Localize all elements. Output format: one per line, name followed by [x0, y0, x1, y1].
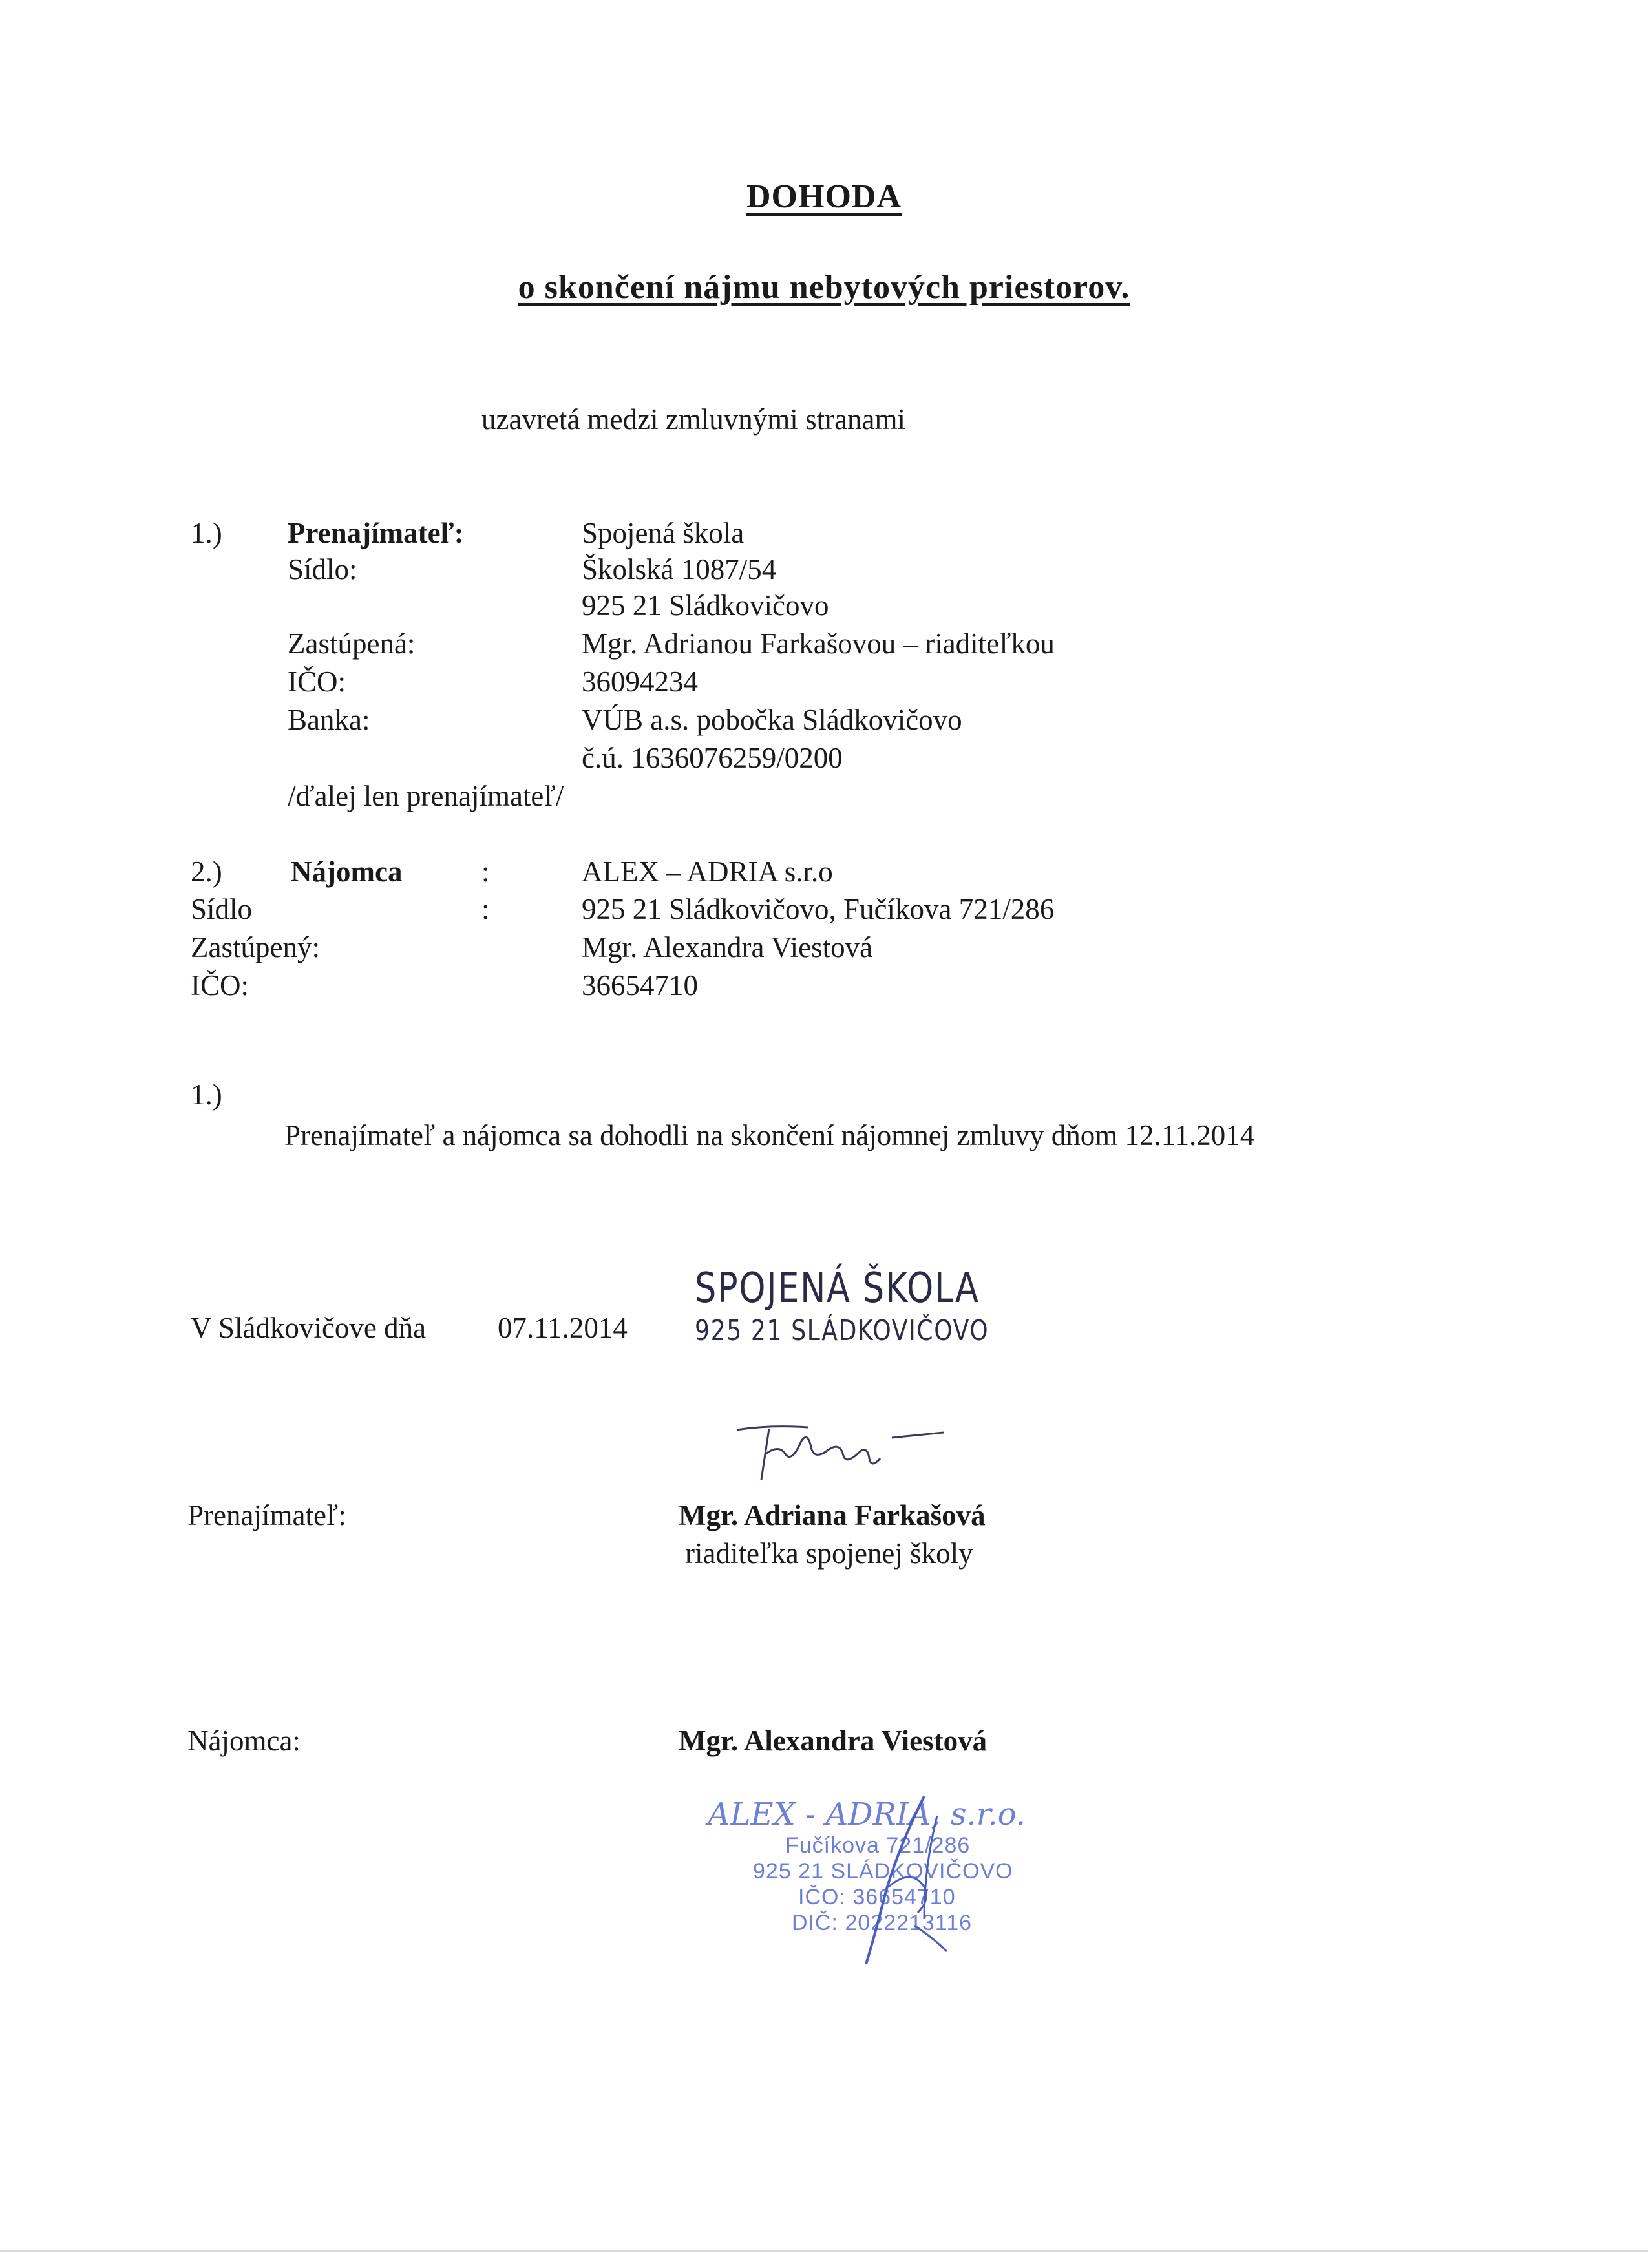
party1-account: č.ú. 1636076259/0200 [582, 742, 843, 774]
party1-ico-value: 36094234 [582, 666, 698, 698]
party1-bank-value: VÚB a.s. pobočka Sládkovičovo [582, 704, 962, 736]
tenant-stamp-name: ALEX - ADRIA, s.r.o. [708, 1796, 1026, 1832]
party2-seat-colon: : [481, 893, 490, 925]
tenant-signature-label: Nájomca: [187, 1725, 301, 1757]
party2-role-label: Nájomca [291, 856, 403, 888]
party1-seat-line2: 925 21 Sládkovičovo [582, 589, 829, 622]
landlord-name: Mgr. Adriana Farkašová [679, 1499, 986, 1531]
scan-edge-line [0, 2250, 1648, 2252]
party2-rep-value: Mgr. Alexandra Viestová [582, 931, 873, 963]
party2-seat-label: Sídlo [191, 893, 253, 925]
party1-ico-label: IČO: [288, 666, 346, 698]
landlord-signature-label: Prenajímateľ: [187, 1499, 346, 1531]
document-title: DOHODA [746, 178, 902, 215]
tenant-signature [827, 1790, 969, 1971]
clause-number: 1.) [191, 1078, 222, 1111]
school-stamp [695, 1265, 989, 1350]
party1-number: 1.) [191, 517, 222, 549]
school-stamp-line2: 925 21 SLÁDKOVIČOVO [695, 1314, 989, 1347]
party1-hereinafter: /ďalej len prenajímateľ/ [288, 780, 564, 812]
party1-bank-label: Banka: [288, 704, 370, 736]
party2-ico-label: IČO: [191, 969, 249, 1002]
party1-name: Spojená škola [582, 517, 745, 549]
landlord-title: riaditeľka spojenej školy [685, 1537, 973, 1570]
school-stamp-line1: SPOJENÁ ŠKOLA [695, 1265, 980, 1312]
tenant-name: Mgr. Alexandra Viestová [679, 1725, 988, 1757]
party1-seat-line1: Školská 1087/54 [582, 553, 777, 585]
party2-ico-value: 36654710 [582, 969, 698, 1002]
party1-seat-label: Sídlo: [288, 553, 357, 585]
tenant-stamp-line4: DIČ: 2022213116 [792, 1911, 973, 1935]
party2-rep-label: Zastúpený: [191, 931, 320, 963]
place-date-value: 07.11.2014 [498, 1312, 628, 1344]
party2-number: 2.) [191, 856, 222, 888]
document-subtitle: o skončení nájmu nebytových priestorov. [518, 269, 1130, 306]
party1-role-label: Prenajímateľ: [288, 517, 464, 549]
tenant-stamp-line2: 925 21 SLÁDKOVIČOVO [753, 1859, 1013, 1884]
party1-rep-value: Mgr. Adrianou Farkašovou – riaditeľkou [582, 627, 1055, 660]
tenant-stamp-line1: Fučíkova 721/286 [785, 1833, 971, 1858]
party2-seat-value: 925 21 Sládkovičovo, Fučíkova 721/286 [582, 893, 1055, 925]
intro-text: uzavretá medzi zmluvnými stranami [481, 403, 906, 436]
landlord-signature [730, 1418, 950, 1489]
tenant-stamp-line3: IČO: 36654710 [798, 1885, 956, 1909]
clause-text: Prenajímateľ a nájomca sa dohodli na skončení nájomnej zmluvy dňom 12.11.2014 [284, 1119, 1255, 1151]
place-date-label: V Sládkovičove dňa [191, 1312, 427, 1344]
party2-colon: : [481, 856, 490, 888]
party2-name: ALEX – ADRIA s.r.o [582, 856, 833, 888]
party1-rep-label: Zastúpená: [288, 627, 416, 660]
